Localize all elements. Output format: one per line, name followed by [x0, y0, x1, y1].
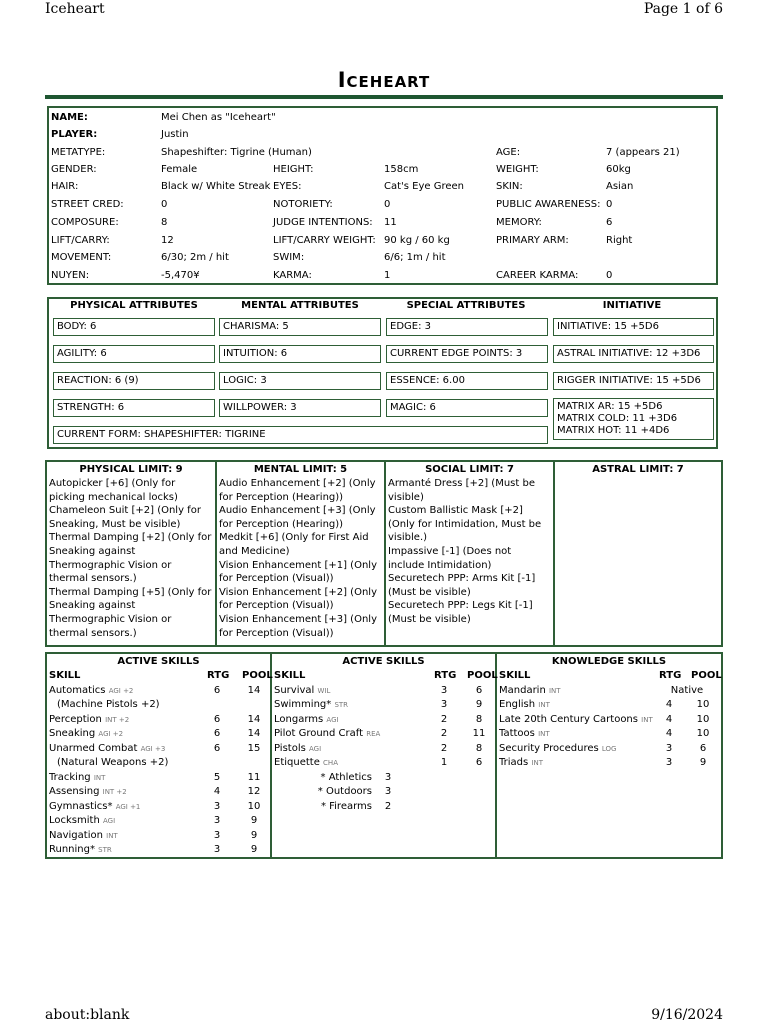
skill-name [499, 684, 561, 699]
movement-value: 6/30; 2m / hit [161, 252, 229, 263]
skill-rating: 4 [213, 786, 221, 797]
skill-row [47, 829, 270, 844]
skill-name-text: Unarmed Combat [49, 742, 138, 754]
nuyen-value: -5,470¥ [161, 270, 200, 281]
skill-attribute: INT +2 [105, 715, 130, 724]
initiative-header: INITIATIVE [602, 300, 662, 311]
physical-limit-item: Thermal Damping [+5] (Only for Sneaking against Thermographic Vision or thermal sensors.) [49, 586, 212, 639]
skill-name [49, 800, 140, 815]
skill-group-name: * Outdoors [317, 786, 372, 797]
skills-column-headers [497, 669, 721, 684]
print-footer-date: 9/16/2024 [651, 1007, 723, 1023]
skill-attribute: AGI [326, 715, 339, 724]
attr-agility: AGILITY: 6 [53, 345, 215, 363]
skill-rating: 3 [665, 757, 673, 768]
skill-group-rating: 3 [384, 786, 392, 797]
skill-name-text: Sneaking [49, 728, 96, 739]
skill-pool: 15 [247, 742, 261, 754]
skill-name [274, 742, 321, 757]
public-awareness-label: PUBLIC AWARENESS: [496, 199, 601, 210]
skill-row [47, 785, 270, 800]
skill-rating: 6 [213, 684, 221, 696]
skill-attribute: AGI [309, 744, 322, 753]
player-label: PLAYER: [51, 129, 98, 140]
skill-name [274, 727, 380, 742]
skill-rating: 3 [440, 684, 448, 696]
skill-row [272, 727, 495, 742]
attr-strength: STRENGTH: 6 [53, 399, 215, 417]
skill-pool: 6 [475, 757, 483, 768]
skill-rating: 3 [213, 829, 221, 841]
skill-attribute: WIL [317, 686, 331, 695]
weight-label: WEIGHT: [496, 164, 539, 175]
mental-limit-item: Audio Enhancement [+3] (Only for Perception (Hearing)) [219, 505, 376, 530]
skill-name [49, 713, 129, 728]
skill-name-text: (Natural Weapons +2) [57, 757, 169, 768]
skill-name [49, 771, 105, 786]
limits-panel [45, 460, 723, 647]
rigger-initiative-value: RIGGER INITIATIVE: 15 +5D6 [553, 372, 714, 390]
skill-name-text: (Machine Pistols +2) [57, 699, 160, 710]
print-header-title: Iceheart [45, 1, 105, 17]
social-limit-column [386, 462, 555, 645]
skill-name [499, 727, 550, 742]
skill-attribute: INT [93, 773, 106, 782]
primary-arm-value: Right [606, 235, 633, 246]
skill-name [499, 756, 543, 771]
skill-rating: 3 [440, 699, 448, 710]
eyes-value: Cat's Eye Green [384, 181, 465, 192]
social-limit-item: Securetech PPP: Legs Kit [-1] (Must be visible) [388, 600, 533, 625]
karma-value: 1 [384, 270, 391, 281]
weight-value: 60kg [606, 164, 631, 175]
eyes-label: EYES: [273, 181, 302, 192]
skill-rating: 3 [213, 844, 221, 855]
street-cred-value: 0 [161, 199, 168, 210]
skill-name-text: Running* [49, 844, 95, 855]
skill-rating: 5 [213, 771, 221, 783]
skill-attribute: INT [531, 759, 543, 767]
skill-row [47, 727, 270, 742]
skill-row [47, 843, 270, 858]
skill-attribute: AGI +2 [108, 686, 134, 695]
skill-pool: 9 [250, 815, 258, 826]
matrix-hot-value: MATRIX HOT: 11 +4D6 [557, 425, 670, 436]
col-skill-header: SKILL [499, 670, 531, 681]
attr-logic: LOGIC: 3 [219, 372, 381, 390]
skill-row [497, 698, 721, 713]
physical-limit-item: Autopicker [+6] (Only for picking mechanical locks) [49, 478, 178, 503]
career-karma-value: 0 [606, 270, 613, 281]
skill-pool: 10 [696, 699, 710, 710]
skill-rating: 3 [213, 800, 221, 812]
page-title: Iceheart [337, 68, 431, 92]
public-awareness-value: 0 [606, 199, 613, 210]
movement-label: MOVEMENT: [51, 252, 112, 263]
skin-value: Asian [606, 181, 634, 192]
col-rtg-header: RTG [434, 670, 457, 681]
metatype-value: Shapeshifter: Tigrine (Human) [161, 147, 312, 158]
skill-name-text: Automatics [49, 684, 106, 696]
skill-attribute: INT [538, 701, 550, 709]
skill-rating: 2 [440, 728, 448, 739]
composure-value: 8 [161, 217, 168, 228]
social-limit-item: Impassive [-1] (Does not include Intimidation) [388, 545, 512, 571]
skill-pool: 6 [475, 684, 483, 696]
skill-pool: 14 [247, 684, 261, 696]
knowledge-skills-column [497, 654, 721, 857]
skill-pool: 11 [247, 771, 261, 783]
skill-name-text: Tattoos [499, 728, 535, 739]
skill-row [272, 742, 495, 757]
judge-intentions-label: JUDGE INTENTIONS: [273, 217, 373, 228]
skill-name-text: Late 20th Century Cartoons [499, 713, 638, 725]
skill-name-text: Triads [499, 757, 529, 768]
skill-attribute: INT [548, 686, 561, 695]
skill-name-text: Mandarin [499, 684, 546, 696]
physical-limit-item: Chameleon Suit [+2] (Only for Sneaking, Must be visible) [49, 505, 201, 530]
judge-intentions-value: 11 [384, 217, 397, 228]
physical-limit-item: Thermal Damping [+2] (Only for Sneaking against Thermographic Vision or thermal sensors.) [49, 532, 212, 585]
notoriety-label: NOTORIETY: [273, 199, 333, 210]
skill-name [49, 814, 115, 829]
skill-pool: 9 [699, 757, 707, 768]
name-value: Mei Chen as "Iceheart" [161, 112, 276, 123]
skill-group-row [272, 785, 495, 800]
height-label: HEIGHT: [273, 164, 314, 175]
col-pool-header: POOL [467, 670, 498, 681]
skill-row [47, 756, 270, 771]
mental-limit-item: Audio Enhancement [+2] (Only for Perception (Hearing)) [219, 478, 376, 503]
skill-name [49, 843, 112, 858]
mental-limit-item: Vision Enhancement [+3] (Only for Perception (Visual)) [219, 613, 377, 639]
skin-label: SKIN: [496, 181, 523, 192]
age-label: AGE: [496, 147, 521, 158]
col-skill-header: SKILL [49, 670, 81, 681]
skill-row [47, 771, 270, 786]
swim-label: SWIM: [273, 252, 305, 263]
skill-rating: 6 [213, 728, 221, 739]
skill-rating: 4 [665, 699, 673, 710]
title-rule [45, 95, 723, 99]
hair-value: Black w/ White Streak [161, 181, 271, 192]
skill-pool: 8 [475, 713, 483, 725]
skill-name [49, 727, 123, 742]
skill-name-text: Gymnastics* [49, 800, 113, 812]
skill-attribute: STR [334, 701, 349, 709]
player-value: Justin [161, 129, 189, 140]
skill-rating: 6 [213, 713, 221, 725]
skill-name [49, 684, 133, 699]
swim-value: 6/6; 1m / hit [384, 252, 446, 263]
skill-attribute: AGI +1 [115, 802, 141, 811]
skill-rating: 3 [213, 815, 221, 826]
skill-attribute: REA [366, 730, 381, 738]
astral-limit-header: ASTRAL LIMIT: 7 [592, 464, 684, 475]
skill-name-text: Survival [274, 684, 315, 696]
active-skills-header: ACTIVE SKILLS [342, 656, 425, 667]
skill-row [272, 713, 495, 728]
skill-name [49, 785, 127, 800]
skill-rating: 4 [665, 713, 673, 725]
skill-group-name: * Athletics [320, 771, 372, 783]
skill-name-text: Longarms [274, 713, 324, 725]
age-value: 7 (appears 21) [606, 147, 680, 158]
print-footer-url: about:blank [45, 1007, 130, 1023]
skill-rating: 4 [665, 728, 673, 739]
skill-name [274, 698, 348, 713]
skill-group-rating: 3 [384, 771, 392, 783]
memory-value: 6 [606, 217, 613, 228]
skill-rating: 2 [440, 713, 448, 725]
skill-name-text: Security Procedures [499, 742, 599, 754]
skill-native: Native [670, 684, 704, 696]
current-form: CURRENT FORM: SHAPESHIFTER: TIGRINE [53, 426, 548, 444]
skill-group-row [272, 800, 495, 815]
social-limit-header: SOCIAL LIMIT: 7 [425, 464, 514, 475]
skill-rating: 6 [213, 742, 221, 754]
skill-name [49, 742, 165, 757]
skill-attribute: INT [641, 715, 653, 724]
skill-attribute: INT +2 [102, 788, 127, 796]
skill-row [47, 800, 270, 815]
skill-rating: 2 [440, 742, 448, 754]
skill-attribute: AGI +2 [98, 730, 124, 738]
attr-intuition: INTUITION: 6 [219, 345, 381, 363]
skill-group-rating: 2 [384, 800, 392, 812]
special-attributes-header: SPECIAL ATTRIBUTES [406, 300, 526, 311]
attr-essence: ESSENCE: 6.00 [386, 372, 548, 390]
skill-row [47, 814, 270, 829]
skill-name [499, 713, 653, 728]
metatype-label: METATYPE: [51, 147, 106, 158]
primary-arm-label: PRIMARY ARM: [496, 235, 569, 246]
skill-row [272, 756, 495, 771]
lift-carry-weight-value: 90 kg / 60 kg [384, 235, 450, 246]
skill-pool: 10 [696, 728, 710, 739]
skill-name [499, 698, 550, 713]
skill-row [47, 684, 270, 699]
skill-row [272, 684, 495, 699]
attr-magic: MAGIC: 6 [386, 399, 548, 417]
active-skills-column-1 [47, 654, 272, 857]
skill-attribute: STR [98, 846, 112, 854]
skill-pool: 11 [472, 728, 486, 739]
physical-limit-header: PHYSICAL LIMIT: 9 [79, 464, 183, 475]
gender-value: Female [161, 164, 198, 175]
matrix-cold-value: MATRIX COLD: 11 +3D6 [557, 413, 678, 424]
col-pool-header: POOL [242, 670, 273, 681]
skills-column-headers [272, 669, 498, 684]
attr-willpower: WILLPOWER: 3 [219, 399, 381, 417]
social-limit-item: Securetech PPP: Arms Kit [-1] (Must be visible) [388, 573, 536, 598]
skill-name [274, 713, 339, 728]
lift-carry-label: LIFT/CARRY: [51, 235, 110, 246]
skill-name [274, 756, 338, 771]
mental-limit-item: Medkit [+6] (Only for First Aid and Medicine) [219, 532, 369, 557]
skill-pool: 10 [247, 800, 261, 812]
skill-pool: 6 [699, 742, 707, 754]
mental-limit-item: Vision Enhancement [+1] (Only for Perception (Visual)) [219, 559, 377, 585]
skill-pool: 9 [250, 829, 258, 841]
skill-row [47, 713, 270, 728]
astral-initiative-value: ASTRAL INITIATIVE: 12 +3D6 [553, 345, 714, 363]
attributes-panel [47, 297, 718, 449]
skill-name [49, 829, 118, 844]
skill-row [497, 756, 721, 771]
skill-pool: 9 [475, 699, 483, 710]
skill-pool: 8 [475, 742, 483, 754]
active-skills-header: ACTIVE SKILLS [117, 656, 200, 667]
attr-edge: EDGE: 3 [386, 318, 548, 336]
skill-rating: 1 [440, 757, 448, 768]
col-rtg-header: RTG [659, 670, 682, 681]
matrix-ar-value: MATRIX AR: 15 +5D6 [557, 401, 663, 412]
skill-group-row [272, 771, 495, 786]
social-limit-item: Armanté Dress [+2] (Must be visible) [388, 478, 535, 503]
height-value: 158cm [384, 164, 419, 175]
print-header-page: Page 1 of 6 [643, 1, 723, 17]
skill-row [497, 713, 721, 728]
skills-column-headers [47, 669, 273, 684]
col-skill-header: SKILL [274, 670, 306, 681]
composure-label: COMPOSURE: [51, 217, 119, 228]
lift-carry-weight-label: LIFT/CARRY WEIGHT: [273, 235, 376, 246]
skill-name-text: Etiquette [274, 757, 320, 768]
skill-name [499, 742, 616, 757]
gender-label: GENDER: [51, 164, 97, 175]
mental-attributes-header: MENTAL ATTRIBUTES [241, 300, 359, 311]
skill-pool: 9 [250, 844, 258, 855]
col-rtg-header: RTG [207, 670, 230, 681]
attr-current-edge: CURRENT EDGE POINTS: 3 [386, 345, 548, 363]
skill-attribute: LOG [601, 744, 617, 753]
memory-label: MEMORY: [496, 217, 542, 228]
skill-rating: 3 [665, 742, 673, 754]
social-limit-item: Custom Ballistic Mask [+2] (Only for Intimidation, Must be visible.) [388, 505, 542, 544]
skill-pool: 14 [247, 713, 261, 725]
physical-attributes-header: PHYSICAL ATTRIBUTES [70, 300, 198, 311]
active-skills-column-2 [272, 654, 497, 857]
physical-limit-column [47, 462, 217, 645]
astral-limit-column [555, 462, 721, 645]
skill-row [497, 742, 721, 757]
matrix-initiative-box [553, 398, 714, 440]
street-cred-label: STREET CRED: [51, 199, 124, 210]
skill-pool: 12 [247, 786, 261, 797]
skill-name-text: Navigation [49, 829, 103, 841]
skill-attribute: INT [106, 831, 118, 840]
skill-attribute: CHA [323, 759, 338, 767]
attr-body: BODY: 6 [53, 318, 215, 336]
skill-name-text: Pilot Ground Craft [274, 728, 364, 739]
attr-charisma: CHARISMA: 5 [219, 318, 381, 336]
skill-name-text: Locksmith [49, 815, 100, 826]
name-label: NAME: [51, 112, 88, 123]
skill-name [49, 698, 160, 713]
nuyen-label: NUYEN: [51, 270, 90, 281]
skill-name-text: Swimming* [274, 699, 332, 710]
col-pool-header: POOL [691, 670, 722, 681]
skill-name-text: Perception [49, 713, 102, 725]
karma-label: KARMA: [273, 270, 312, 281]
skill-row [47, 698, 270, 713]
skill-attribute: INT [538, 730, 550, 738]
skills-panel [45, 652, 723, 859]
mental-limit-header: MENTAL LIMIT: 5 [253, 464, 348, 475]
skill-name-text: Assensing [49, 786, 100, 797]
skill-name-text: Tracking [49, 771, 91, 783]
skill-name [49, 756, 168, 771]
character-info-panel [47, 106, 718, 285]
skill-attribute: AGI +3 [140, 744, 166, 753]
skill-row [47, 742, 270, 757]
initiative-value: INITIATIVE: 15 +5D6 [553, 318, 714, 336]
attr-reaction: REACTION: 6 (9) [53, 372, 215, 390]
skill-pool: 10 [696, 713, 710, 725]
lift-carry-value: 12 [161, 235, 174, 246]
hair-label: HAIR: [51, 181, 79, 192]
knowledge-skills-header: KNOWLEDGE SKILLS [551, 656, 667, 667]
career-karma-label: CAREER KARMA: [496, 270, 579, 281]
mental-limit-column [217, 462, 386, 645]
notoriety-value: 0 [384, 199, 391, 210]
skill-group-name: * Firearms [320, 800, 372, 812]
skill-pool: 14 [247, 728, 261, 739]
skill-row [272, 698, 495, 713]
skill-name [274, 684, 330, 699]
mental-limit-item: Vision Enhancement [+2] (Only for Perception (Visual)) [219, 586, 377, 612]
skill-row [497, 684, 721, 699]
skill-name-text: Pistols [274, 742, 306, 754]
skill-attribute: AGI [102, 817, 116, 825]
skill-name-text: English [499, 699, 536, 710]
skill-row [497, 727, 721, 742]
